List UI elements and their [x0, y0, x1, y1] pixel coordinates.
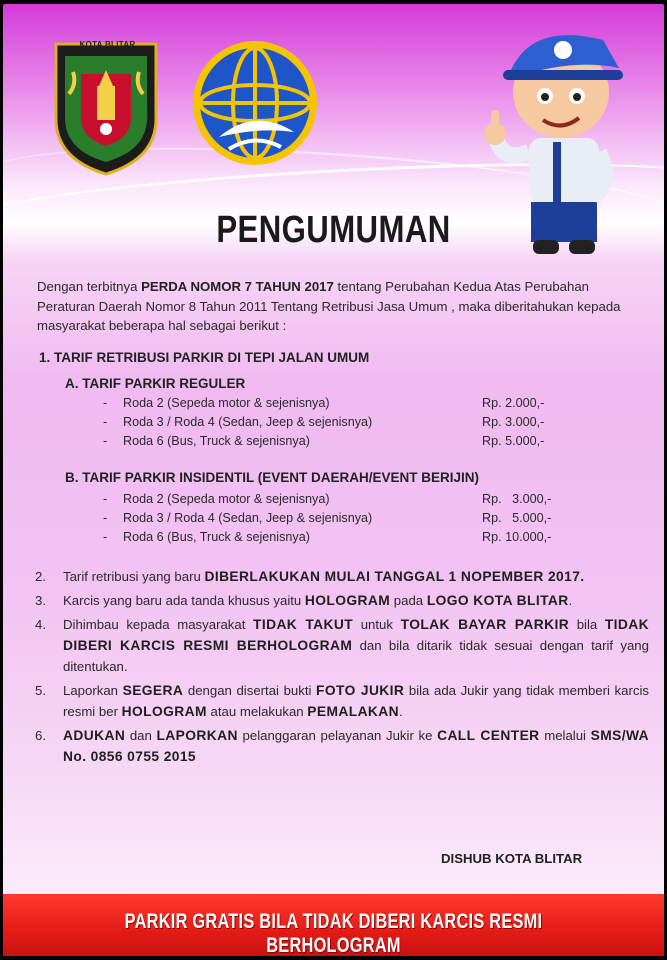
note-emphasis: HOLOGRAM — [121, 704, 207, 719]
intro-text: tentang Perubahan Kedua Atas Perubahan Peraturan Daerah Nomor 8 Tahun 2011 Tentang Retribusi Jasa Umum , maka diberitahukan kepada masyarakat beberapa hal sebagai berikut : — [37, 279, 621, 333]
row-desc: Roda 2 (Sepeda motor & sejenisnya) — [123, 396, 330, 410]
row-dash: - — [103, 434, 108, 448]
note-text: pelanggaran pelayanan Jukir ke — [237, 728, 438, 743]
note-emphasis: SEGERA — [122, 683, 184, 698]
note-text: dan — [125, 728, 157, 743]
notes-list — [35, 566, 649, 770]
note-item — [35, 566, 649, 587]
note-text: . — [399, 704, 403, 719]
note-text: dan bila ditarik tidak sesuai dengan tarif yang ditentukan. — [63, 638, 649, 674]
announcement-poster — [3, 4, 664, 956]
note-text: untuk — [353, 617, 401, 632]
row-dash: - — [103, 511, 108, 525]
note-emphasis: TIDAK DIBERI KARCIS RESMI BERHOLOGRAM — [63, 617, 649, 653]
kota-blitar-emblem-icon — [51, 34, 161, 179]
emblem-label: KOTA BLITAR — [79, 40, 136, 49]
note-emphasis: ADUKAN — [63, 728, 126, 743]
note-emphasis: PEMALAKAN — [307, 704, 400, 719]
tariff-row — [103, 432, 583, 451]
signature: DISHUB KOTA BLITAR — [441, 851, 583, 866]
row-desc: Roda 2 (Sepeda motor & sejenisnya) — [123, 492, 330, 506]
intro-text: Dengan terbitnya — [37, 279, 142, 294]
row-price: Rp. 5.000,- — [482, 434, 545, 448]
row-price: Rp. 3.000,- — [482, 492, 552, 506]
note-text: dengan disertai bukti — [183, 683, 317, 698]
note-text: pada — [390, 593, 427, 608]
note-emphasis: FOTO JUKIR — [316, 683, 405, 698]
row-desc: Roda 3 / Roda 4 (Sedan, Jeep & sejenisnya) — [123, 511, 373, 525]
row-price: Rp. 5.000,- — [482, 511, 552, 525]
tariff-row — [103, 490, 583, 509]
row-dash: - — [103, 415, 108, 429]
tariff-row — [103, 528, 583, 547]
note-emphasis: CALL CENTER — [437, 728, 540, 743]
row-dash: - — [103, 530, 108, 544]
note-text: bila — [569, 617, 605, 632]
section-1-heading: 1. TARIF RETRIBUSI PARKIR DI TEPI JALAN UMUM — [39, 350, 370, 365]
row-price: Rp. 2.000,- — [482, 396, 545, 410]
row-dash: - — [103, 492, 108, 506]
insidentil-heading: B. TARIF PARKIR INSIDENTIL (EVENT DAERAH/EVENT BERIJIN) — [65, 470, 480, 485]
note-item — [35, 590, 649, 611]
note-emphasis: TIDAK TAKUT — [253, 617, 354, 632]
note-emphasis: SMS/WA No. 0856 0755 2015 — [63, 728, 649, 764]
tariff-row — [103, 394, 583, 413]
note-emphasis: LAPORKAN — [156, 728, 238, 743]
note-text: Tarif retribusi yang baru — [63, 569, 205, 584]
row-dash: - — [103, 396, 108, 410]
tariff-row — [103, 509, 583, 528]
note-text: bila ada Jukir yang tidak memberi karcis resmi ber — [63, 683, 649, 719]
note-number: 2. — [35, 569, 46, 584]
note-text: Dihimbau kepada masyarakat — [63, 617, 254, 632]
note-text: melalui — [539, 728, 591, 743]
note-number: 4. — [35, 617, 46, 632]
intro-paragraph — [37, 277, 637, 336]
note-text: Karcis yang baru ada tanda khusus yaitu — [63, 593, 305, 608]
row-desc: Roda 6 (Bus, Truck & sejenisnya) — [123, 530, 310, 544]
footer-banner-text: PARKIR GRATIS BILA TIDAK DIBERI KARCIS RESMI BERHOLOGRAM — [124, 910, 543, 956]
row-price: Rp. 3.000,- — [482, 415, 545, 429]
note-emphasis: DIBERLAKUKAN MULAI TANGGAL 1 NOPEMBER 2017. — [204, 569, 585, 584]
note-emphasis: HOLOGRAM — [304, 593, 391, 608]
note-item — [35, 725, 649, 767]
note-emphasis: TOLAK BAYAR PARKIR — [400, 617, 570, 632]
note-number: 6. — [35, 728, 46, 743]
note-text: atau melakukan — [206, 704, 308, 719]
note-item — [35, 614, 649, 677]
row-desc: Roda 6 (Bus, Truck & sejenisnya) — [123, 434, 310, 448]
reguler-heading: A. TARIF PARKIR REGULER — [65, 376, 246, 391]
tariff-row — [103, 413, 583, 432]
note-text: . — [568, 593, 573, 608]
page-title: PENGUMUMAN — [216, 209, 451, 251]
note-text: Laporkan — [63, 683, 123, 698]
note-item — [35, 680, 649, 722]
row-price: Rp. 10.000,- — [482, 530, 552, 544]
note-number: 3. — [35, 593, 46, 608]
note-emphasis: LOGO KOTA BLITAR — [426, 593, 569, 608]
dishub-globe-logo-icon — [189, 37, 321, 169]
note-number: 5. — [35, 683, 46, 698]
row-desc: Roda 3 / Roda 4 (Sedan, Jeep & sejenisnya) — [123, 415, 373, 429]
intro-law: PERDA NOMOR 7 TAHUN 2017 — [141, 279, 334, 294]
